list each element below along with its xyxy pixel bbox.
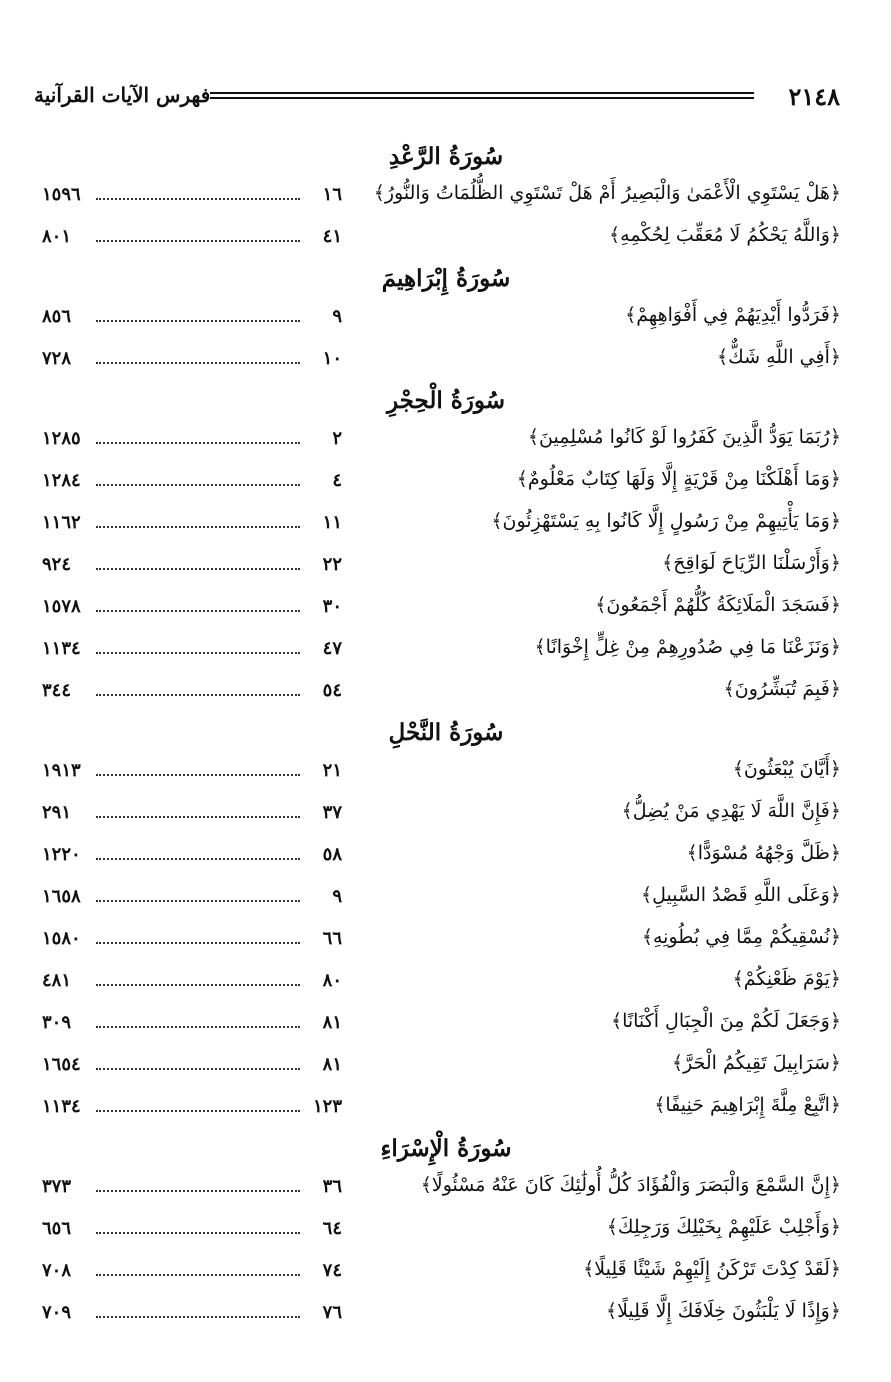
entry-reference bbox=[42, 1012, 342, 1033]
dot-leader bbox=[96, 512, 300, 528]
index-entry bbox=[0, 176, 891, 218]
ayah-number: ٣٧ bbox=[322, 802, 342, 823]
ayah-number: ١٢٣ bbox=[312, 1096, 342, 1117]
ayah-number: ٣٦ bbox=[322, 1176, 342, 1197]
dot-leader bbox=[96, 226, 300, 242]
entry-reference bbox=[42, 970, 342, 991]
entry-reference bbox=[42, 470, 342, 491]
index-entry bbox=[0, 672, 891, 714]
verse-text: ﴿وَجَعَلَ لَكُمْ مِنَ الْجِبَالِ أَكْنَانًا﴾ bbox=[610, 1010, 841, 1032]
dot-leader bbox=[96, 802, 300, 818]
verse-text: ﴿فَسَجَدَ الْمَلَائِكَةُ كُلُّهُمْ أَجْمَعُونَ﴾ bbox=[595, 594, 841, 616]
page-header bbox=[34, 82, 846, 122]
page-ref: ٣٤٤ bbox=[42, 680, 72, 701]
page-ref: ٦٥٦ bbox=[42, 1218, 72, 1239]
surah-heading: سُورَةُ الْحِجْرِ bbox=[386, 387, 506, 414]
verse-text: ﴿فَبِمَ تُبَشِّرُونَ﴾ bbox=[723, 678, 841, 700]
index-entry bbox=[0, 630, 891, 672]
ayah-number: ١٦ bbox=[322, 184, 342, 205]
dot-leader bbox=[96, 1218, 300, 1234]
ayah-number: ٥٤ bbox=[322, 680, 342, 701]
verse-text: ﴿وَاللَّهُ يَحْكُمُ لَا مُعَقِّبَ لِحُكْمِهِ﴾ bbox=[609, 224, 841, 246]
page-ref: ٣٧٣ bbox=[42, 1176, 72, 1197]
verse-text: ﴿هَلْ يَسْتَوِي الْأَعْمَىٰ وَالْبَصِيرُ أَمْ هَلْ تَسْتَوِي الظُّلُمَاتُ وَالنُّورُ﴾ bbox=[373, 182, 841, 204]
page-ref: ١٦٥٨ bbox=[42, 886, 81, 907]
verse-text: ﴿وَمَا يَأْتِيهِمْ مِنْ رَسُولٍ إِلَّا كَانُوا بِهِ يَسْتَهْزِئُونَ﴾ bbox=[491, 510, 841, 532]
index-entry bbox=[0, 298, 891, 340]
verse-text: ﴿إِنَّ السَّمْعَ وَالْبَصَرَ وَالْفُؤَادَ كُلُّ أُولَٰئِكَ كَانَ عَنْهُ مَسْئُولًا﴾ bbox=[420, 1174, 841, 1196]
surah-heading: سُورَةُ الرَّعْدِ bbox=[388, 143, 504, 170]
page-ref: ١١٣٤ bbox=[42, 1096, 81, 1117]
index-entry bbox=[0, 1294, 891, 1336]
entry-reference bbox=[42, 512, 342, 533]
page-ref: ١٥٧٨ bbox=[42, 596, 81, 617]
index-entry bbox=[0, 920, 891, 962]
page-title: فهرس الآيات القرآنية bbox=[34, 83, 211, 107]
page-ref: ١١٦٢ bbox=[42, 512, 81, 533]
page-ref: ٨٠١ bbox=[42, 226, 72, 247]
ayah-number: ٤٧ bbox=[322, 638, 342, 659]
page-ref: ١٢٢٠ bbox=[42, 844, 81, 865]
verse-text: ﴿وَنَزَعْنَا مَا فِي صُدُورِهِمْ مِنْ غِلٍّ إِخْوَانًا﴾ bbox=[534, 636, 841, 658]
entry-reference bbox=[42, 348, 342, 369]
verse-text: ﴿سَرَابِيلَ تَقِيكُمُ الْحَرَّ﴾ bbox=[671, 1052, 841, 1074]
verse-text: ﴿يَوْمَ ظَعْنِكُمْ﴾ bbox=[732, 968, 841, 990]
dot-leader bbox=[96, 760, 300, 776]
index-entry bbox=[0, 962, 891, 1004]
ayah-number: ٣٠ bbox=[322, 596, 342, 617]
page-ref: ٢٩١ bbox=[42, 802, 72, 823]
verse-text: ﴿ظَلَّ وَجْهُهُ مُسْوَدًّا﴾ bbox=[686, 842, 841, 864]
index-entry bbox=[0, 462, 891, 504]
page-ref: ٨٥٦ bbox=[42, 306, 72, 327]
dot-leader bbox=[96, 1012, 300, 1028]
entry-reference bbox=[42, 760, 342, 781]
surah-heading: سُورَةُ الْإِسْرَاءِ bbox=[380, 1135, 512, 1162]
ayah-number: ٦٤ bbox=[322, 1218, 342, 1239]
dot-leader bbox=[96, 596, 300, 612]
ayah-number: ٨١ bbox=[322, 1054, 342, 1075]
dot-leader bbox=[96, 1176, 300, 1192]
entry-reference bbox=[42, 680, 342, 701]
verse-text: ﴿نُسْقِيكُمْ مِمَّا فِي بُطُونِهِ﴾ bbox=[641, 926, 841, 948]
dot-leader bbox=[96, 184, 300, 200]
verse-text: ﴿رُبَمَا يَوَدُّ الَّذِينَ كَفَرُوا لَوْ كَانُوا مُسْلِمِينَ﴾ bbox=[527, 426, 841, 448]
index-entry bbox=[0, 1046, 891, 1088]
entry-reference bbox=[42, 886, 342, 907]
index-entry bbox=[0, 218, 891, 260]
index-entry bbox=[0, 1168, 891, 1210]
verse-text: ﴿لَقَدْ كِدْتَ تَرْكَنُ إِلَيْهِمْ شَيْئًا قَلِيلًا﴾ bbox=[583, 1258, 841, 1280]
surah-heading: سُورَةُ النَّحْلِ bbox=[388, 719, 504, 746]
dot-leader bbox=[96, 1260, 300, 1276]
entry-reference bbox=[42, 1260, 342, 1281]
dot-leader bbox=[96, 348, 300, 364]
entry-reference bbox=[42, 802, 342, 823]
dot-leader bbox=[96, 428, 300, 444]
entry-reference bbox=[42, 1218, 342, 1239]
entry-reference bbox=[42, 184, 342, 205]
index-entry bbox=[0, 1004, 891, 1046]
page-ref: ١١٣٤ bbox=[42, 638, 81, 659]
entry-reference bbox=[42, 1176, 342, 1197]
dot-leader bbox=[96, 638, 300, 654]
verse-text: ﴿وَأَجْلِبْ عَلَيْهِمْ بِخَيْلِكَ وَرَجِلِكَ﴾ bbox=[606, 1216, 841, 1238]
entry-reference bbox=[42, 928, 342, 949]
index-entry bbox=[0, 1252, 891, 1294]
dot-leader bbox=[96, 1302, 300, 1318]
dot-leader bbox=[96, 928, 300, 944]
header-rule bbox=[210, 92, 754, 99]
dot-leader bbox=[96, 306, 300, 322]
entry-reference bbox=[42, 596, 342, 617]
ayah-number: ٨٠ bbox=[322, 970, 342, 991]
entry-reference bbox=[42, 1054, 342, 1075]
verse-text: ﴿اتَّبِعْ مِلَّةَ إِبْرَاهِيمَ حَنِيفًا﴾ bbox=[654, 1094, 841, 1116]
page-ref: ٧٢٨ bbox=[42, 348, 72, 369]
ayah-number: ٨١ bbox=[322, 1012, 342, 1033]
page-ref: ١٦٥٤ bbox=[42, 1054, 81, 1075]
dot-leader bbox=[96, 970, 300, 986]
entry-reference bbox=[42, 226, 342, 247]
ayah-number: ٢ bbox=[332, 428, 342, 449]
page-ref: ١٥٨٠ bbox=[42, 928, 81, 949]
ayah-number: ٦٦ bbox=[322, 928, 342, 949]
verse-text: ﴿أَيَّانَ يُبْعَثُونَ﴾ bbox=[732, 758, 841, 780]
verse-index bbox=[0, 138, 891, 1336]
surah-heading: سُورَةُ إِبْرَاهِيمَ bbox=[381, 265, 511, 292]
index-entry bbox=[0, 340, 891, 382]
index-entry bbox=[0, 546, 891, 588]
verse-text: ﴿أَفِي اللَّهِ شَكٌّ﴾ bbox=[716, 346, 841, 368]
page-ref: ١٢٨٤ bbox=[42, 470, 81, 491]
page-ref: ٤٨١ bbox=[42, 970, 72, 991]
ayah-number: ١١ bbox=[322, 512, 342, 533]
ayah-number: ٩ bbox=[332, 886, 342, 907]
page-ref: ٧٠٨ bbox=[42, 1260, 72, 1281]
dot-leader bbox=[96, 470, 300, 486]
entry-reference bbox=[42, 638, 342, 659]
page-ref: ١٩١٣ bbox=[42, 760, 81, 781]
verse-text: ﴿فَإِنَّ اللَّهَ لَا يَهْدِي مَنْ يُضِلُّ﴾ bbox=[621, 800, 841, 822]
verse-text: ﴿وَعَلَى اللَّهِ قَصْدُ السَّبِيلِ﴾ bbox=[641, 884, 841, 906]
index-entry bbox=[0, 794, 891, 836]
verse-text: ﴿وَأَرْسَلْنَا الرِّيَاحَ لَوَاقِحَ﴾ bbox=[662, 552, 841, 574]
dot-leader bbox=[96, 886, 300, 902]
index-entry bbox=[0, 1210, 891, 1252]
dot-leader bbox=[96, 1054, 300, 1070]
dot-leader bbox=[96, 844, 300, 860]
page-ref: ١٢٨٥ bbox=[42, 428, 81, 449]
entry-reference bbox=[42, 1302, 342, 1323]
index-entry bbox=[0, 588, 891, 630]
verse-text: ﴿وَإِذًا لَا يَلْبَثُونَ خِلَافَكَ إِلَّا قَلِيلًا﴾ bbox=[605, 1300, 841, 1322]
ayah-number: ٧٤ bbox=[322, 1260, 342, 1281]
index-entry bbox=[0, 836, 891, 878]
ayah-number: ٢١ bbox=[322, 760, 342, 781]
ayah-number: ٢٢ bbox=[322, 554, 342, 575]
ayah-number: ٤١ bbox=[322, 226, 342, 247]
entry-reference bbox=[42, 844, 342, 865]
ayah-number: ١٠ bbox=[322, 348, 342, 369]
dot-leader bbox=[96, 680, 300, 696]
page-ref: ١٥٩٦ bbox=[42, 184, 81, 205]
page-number: ٢١٤٨ bbox=[788, 82, 840, 111]
index-entry bbox=[0, 752, 891, 794]
entry-reference bbox=[42, 1096, 342, 1117]
verse-text: ﴿وَمَا أَهْلَكْنَا مِنْ قَرْيَةٍ إِلَّا وَلَهَا كِتَابٌ مَعْلُومٌ﴾ bbox=[516, 468, 841, 490]
page-ref: ٩٢٤ bbox=[42, 554, 72, 575]
index-entry bbox=[0, 504, 891, 546]
page-ref: ٧٠٩ bbox=[42, 1302, 72, 1323]
ayah-number: ٤ bbox=[332, 470, 342, 491]
entry-reference bbox=[42, 306, 342, 327]
entry-reference bbox=[42, 428, 342, 449]
entry-reference bbox=[42, 554, 342, 575]
ayah-number: ٥٨ bbox=[322, 844, 342, 865]
verse-text: ﴿فَرَدُّوا أَيْدِيَهُمْ فِي أَفْوَاهِهِمْ﴾ bbox=[625, 304, 841, 326]
dot-leader bbox=[96, 1096, 300, 1112]
ayah-number: ٩ bbox=[332, 306, 342, 327]
page-ref: ٣٠٩ bbox=[42, 1012, 72, 1033]
index-entry bbox=[0, 1088, 891, 1130]
index-entry bbox=[0, 878, 891, 920]
ayah-number: ٧٦ bbox=[322, 1302, 342, 1323]
dot-leader bbox=[96, 554, 300, 570]
index-entry bbox=[0, 420, 891, 462]
